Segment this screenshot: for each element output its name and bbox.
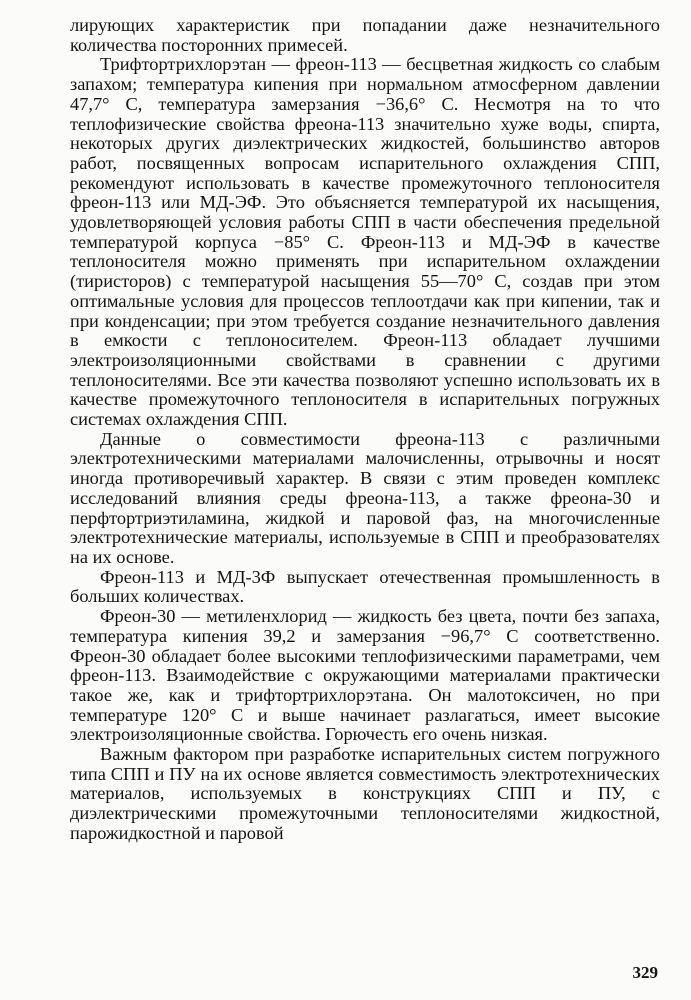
page-number: 329 [632, 963, 658, 982]
text-body [70, 16, 660, 844]
paragraph-freon-30: Фреон-30 — метиленхлорид — жидкость без цвета, почти без запаха, температура кипения 39,2 и замерзания −96,7° С соответственно. Фреон-30 обладает более высокими теплофизическими параметрами, чем фреон-113. Взаимодействие с окружающими материалами практически такое же, как и трифтортрихлорэтана. Он малотоксичен, но при температуре 120° С и выше начинает разлагаться, имеет высокие электроизоляционные свойства. Горючесть его очень низкая. [70, 606, 660, 745]
paragraph-compatibility-data: Данные о совместимости фреона-113 с различными электротехническими материалами малочисленны, отрывочны и носят иногда противоречивый характер. В связи с этим проведен комплекс исследований влияния среды фреона-113, а также фреона-30 и перфтортриэтиламина, жидкой и паровой фаз, на многочисленные электротехнические материалы, используемые в СПП и преобразователях на их основе. [70, 428, 660, 567]
paragraph-domestic-production: Фреон-113 и МД-3Ф выпускает отечественная промышленность в больших количествах. [70, 566, 660, 607]
paragraph-continued: лирующих характеристик при попадании даже незначительного количества посторонних примесей. [70, 15, 660, 55]
paragraph-freon-113-properties: Трифтортрихлорэтан — фреон-113 — бесцветная жидкость со слабым запахом; температура кипения при нормальном атмосферном давлении 47,7° С, температура замерзания −36,6° С. Несмотря на то что теплофизические свойства фреона-113 значительно хуже воды, спирта, некоторых других диэлектрических жидкостей, большинство авторов работ, посвященных вопросам испарительного охлаждения СПП, рекомендуют использовать в качестве промежуточного теплоносителя фреон-113 или МД-ЭФ. Это объясняется температурой их насыщения, удовлетворяющей условия работы СПП в части обеспечения предельной температурой корпуса −85° С. Фреон-113 и МД-ЭФ в качестве теплоносителя можно применять при испарительном охлаждении (тиристоров) с температурой насыщения 55—70° С, создав при этом оптимальные условия для процессов теплоотдачи как при кипении, так и при конденсации; при этом требуется создание незначительного давления в емкости с теплоносителем. Фреон-113 обладает лучшими электроизоляционными свойствами в сравнении с другими теплоносителями. Все эти качества позволяют успешно использовать их в качестве промежуточного теплоносителя в испарительных погружных системах охлаждения СПП. [70, 54, 660, 430]
paragraph-important-factor: Важным фактором при разработке испарительных систем погружного типа СПП и ПУ на их основе является совместимость электротехнических материалов, используемых в конструкциях СПП и ПУ, с диэлектрическими промежуточными теплоносителями жидкостной, парожидкостной и паровой [70, 744, 660, 843]
